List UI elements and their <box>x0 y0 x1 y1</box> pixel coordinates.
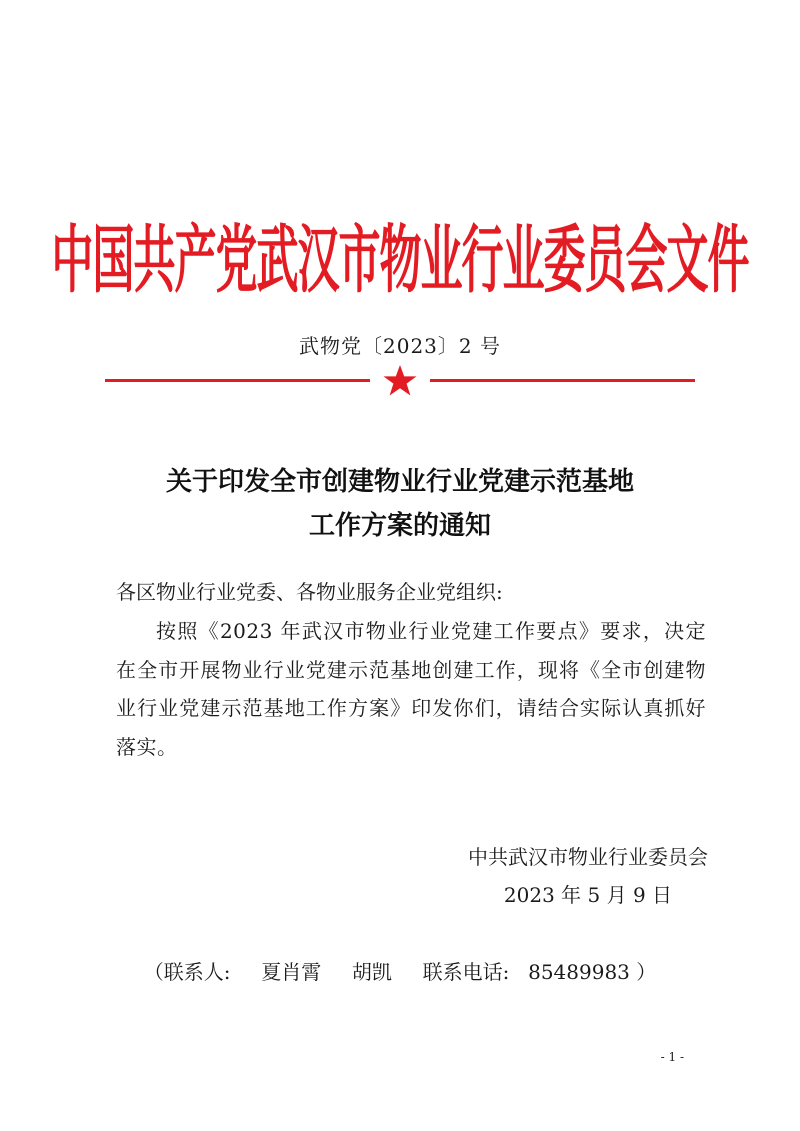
signature-block <box>468 838 708 914</box>
body-paragraph: 按照《2023 年武汉市物业行业党建工作要点》要求，决定在全市开展物业行业党建示范基地创建工作，现将《全市创建物业行业党建示范基地工作方案》印发你们，请结合实际认真抓好落实。 <box>116 619 706 759</box>
document-title-line-2: 工作方案的通知 <box>308 511 491 541</box>
page-number: - 1 - <box>660 1050 684 1064</box>
contact-person-1: 夏肖霄 <box>261 960 322 984</box>
contact-person-2: 胡凯 <box>351 960 392 984</box>
contact-phone-label: 联系电话: <box>422 960 510 984</box>
contact-phone: 85489983 <box>528 960 630 984</box>
divider-line-left <box>105 379 370 382</box>
contact-open: （联系人: <box>143 960 231 984</box>
divider-line-right <box>430 379 695 382</box>
masthead <box>51 200 749 310</box>
document-title <box>100 460 700 548</box>
addressee: 各区物业行业党委、各物业服务企业党组织: <box>116 580 503 604</box>
contact-line <box>0 956 800 985</box>
document-number: 武物党〔2023〕2 号 <box>299 334 501 358</box>
red-divider <box>105 366 695 396</box>
document-title-line-1: 关于印发全市创建物业行业党建示范基地 <box>165 467 634 497</box>
signature-organization: 中共武汉市物业行业委员会 <box>468 845 708 869</box>
star-icon <box>382 364 418 398</box>
contact-close: ） <box>636 960 657 984</box>
signature-date: 2023 年 5 月 9 日 <box>503 883 673 907</box>
masthead-title: 中国共产党武汉市物业行业委员会文件 <box>51 216 749 303</box>
